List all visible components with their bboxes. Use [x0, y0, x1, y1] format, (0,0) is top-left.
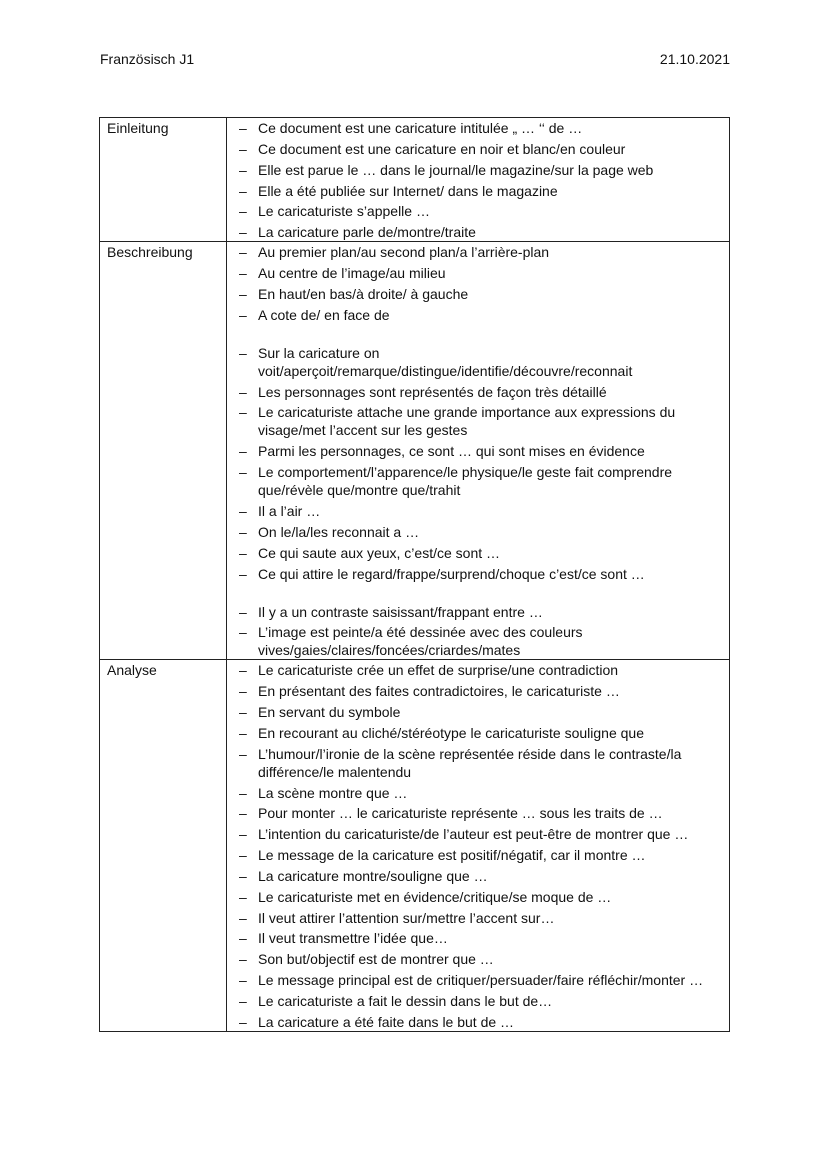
- list-item-text: Au centre de l’image/au milieu: [258, 265, 446, 282]
- section-label-beschreibung: Beschreibung: [100, 242, 227, 660]
- phrase-table: [99, 117, 730, 1032]
- list-item-text: La caricature montre/souligne que …: [258, 867, 488, 884]
- list-item: [227, 682, 729, 700]
- list-item: [227, 825, 729, 843]
- dash-bullet: –: [239, 993, 247, 1009]
- list-item-text: En recourant au cliché/stéréotype le caricaturiste souligne que: [258, 724, 644, 741]
- dash-bullet: –: [239, 344, 247, 361]
- list-item-text: Ce document est une caricature intitulée „ … ‘‘ de …: [258, 120, 583, 136]
- dash-bullet: –: [239, 544, 247, 561]
- list-item: [227, 264, 729, 282]
- dash-bullet: –: [239, 603, 247, 620]
- bullet-list-beschreibung: [227, 243, 729, 659]
- list-item: [227, 523, 729, 541]
- list-item: [227, 784, 729, 802]
- dash-bullet: –: [239, 565, 247, 582]
- list-item: [227, 544, 729, 562]
- list-item-text: L’humour/l’ironie de la scène représentée réside dans le contraste/la différence/le malentendu: [258, 745, 682, 780]
- dash-bullet: –: [239, 909, 247, 926]
- dash-bullet: –: [239, 745, 247, 762]
- section-content-beschreibung: [227, 242, 730, 660]
- list-item: [227, 223, 729, 241]
- dash-bullet: –: [239, 523, 247, 540]
- dash-bullet: –: [239, 930, 247, 947]
- list-item-text: Sur la caricature on voit/aperçoit/remarque/distingue/identifie/découvre/reconnait: [258, 344, 633, 379]
- list-item: [227, 703, 729, 721]
- dash-bullet: –: [239, 704, 247, 721]
- dash-bullet: –: [239, 867, 247, 884]
- section-content-analyse: [227, 660, 730, 1032]
- section-content-einleitung: [227, 118, 730, 242]
- list-item: [227, 502, 729, 520]
- bullet-list-analyse: [227, 661, 729, 1031]
- list-item-text: Le caricaturiste a fait le dessin dans le but de…: [258, 993, 553, 1009]
- dash-bullet: –: [239, 244, 247, 261]
- list-item: [227, 383, 729, 401]
- dash-bullet: –: [239, 502, 247, 519]
- list-item-text: Le caricaturiste s’appelle …: [258, 203, 430, 220]
- bullet-list-einleitung: [227, 119, 729, 241]
- dash-bullet: –: [239, 951, 247, 968]
- page-header: [100, 50, 730, 68]
- list-item: [227, 846, 729, 864]
- section-row-einleitung: [100, 118, 730, 242]
- section-label-einleitung: Einleitung: [100, 118, 227, 242]
- dash-bullet: –: [239, 888, 247, 905]
- list-item-text: Le message principal est de critiquer/persuader/faire réfléchir/monter …: [258, 972, 704, 989]
- list-item: [227, 463, 729, 499]
- list-item: [227, 661, 729, 679]
- list-item-text: A cote de/ en face de: [258, 306, 390, 323]
- list-item-text: La scène montre que …: [258, 784, 408, 801]
- dash-bullet: –: [239, 784, 247, 801]
- list-item: [227, 804, 729, 822]
- dash-bullet: –: [239, 224, 247, 241]
- dash-bullet: –: [239, 662, 247, 679]
- list-item-text: On le/la/les reconnait a …: [258, 523, 420, 540]
- list-item-text: En haut/en bas/à droite/ à gauche: [258, 285, 469, 302]
- list-item: [227, 992, 729, 1010]
- section-row-beschreibung: [100, 242, 730, 660]
- list-item-text: Parmi les personnages, ce sont … qui sont mises en évidence: [258, 443, 645, 460]
- list-item-text: En présentant des faites contradictoires, le caricaturiste …: [258, 683, 620, 700]
- list-item-text: L’intention du caricaturiste/de l’auteur est peut-être de montrer que …: [258, 826, 689, 843]
- list-item-text: Son but/objectif est de montrer que …: [258, 951, 494, 968]
- list-item-text: Il y a un contraste saisissant/frappant entre …: [258, 603, 543, 620]
- list-item-text: La caricature parle de/montre/traite: [258, 224, 476, 241]
- list-item-text: Ce qui attire le regard/frappe/surprend/choque c’est/ce sont …: [258, 565, 645, 582]
- list-item: [227, 202, 729, 220]
- header-date: 21.10.2021: [659, 51, 730, 67]
- dash-bullet: –: [239, 265, 247, 282]
- list-item: [227, 909, 729, 927]
- header-subject: Französisch J1: [100, 51, 195, 67]
- list-item: [227, 724, 729, 742]
- dash-bullet: –: [239, 161, 247, 178]
- dash-bullet: –: [239, 1013, 247, 1030]
- list-item: [227, 119, 729, 137]
- list-item: [227, 888, 729, 906]
- dash-bullet: –: [239, 306, 247, 323]
- list-item: [227, 623, 729, 659]
- list-item: [227, 344, 729, 380]
- list-item-text: Le caricaturiste crée un effet de surprise/une contradiction: [258, 662, 619, 679]
- dash-bullet: –: [239, 203, 247, 220]
- list-item-text: Le comportement/l’apparence/le physique/le geste fait comprendre que/révèle que/montre que/trahit: [258, 464, 673, 499]
- dash-bullet: –: [239, 383, 247, 400]
- list-item: [227, 603, 729, 621]
- list-item-text: Le message de la caricature est positif/négatif, car il montre …: [258, 847, 646, 864]
- list-item-text: En servant du symbole: [258, 704, 401, 721]
- list-item: [227, 161, 729, 179]
- dash-bullet: –: [239, 285, 247, 302]
- dash-bullet: –: [239, 826, 247, 843]
- dash-bullet: –: [239, 464, 247, 481]
- list-item-text: Il veut attirer l’attention sur/mettre l’accent sur…: [258, 909, 555, 926]
- list-item: [227, 403, 729, 439]
- list-item-text: La caricature a été faite dans le but de …: [258, 1013, 515, 1030]
- list-item: [227, 971, 729, 989]
- list-item-text: Pour monter … le caricaturiste représente … sous les traits de …: [258, 805, 663, 822]
- dash-bullet: –: [239, 404, 247, 421]
- list-item: [227, 929, 729, 947]
- list-item: [227, 745, 729, 781]
- list-item: [227, 565, 729, 583]
- list-item-text: Le caricaturiste met en évidence/critique/se moque de …: [258, 888, 612, 905]
- dash-bullet: –: [239, 972, 247, 989]
- list-item-text: Au premier plan/au second plan/a l’arrière-plan: [258, 244, 550, 261]
- dash-bullet: –: [239, 847, 247, 864]
- list-item: [227, 1013, 729, 1031]
- list-item: [227, 140, 729, 158]
- list-item-text: Il veut transmettre l’idée que…: [258, 930, 448, 947]
- section-label-analyse: Analyse: [100, 660, 227, 1032]
- list-item-text: L’image est peinte/a été dessinée avec des couleurs vives/gaies/claires/foncées/criardes/mates: [258, 624, 583, 659]
- list-item: [227, 867, 729, 885]
- list-item: [227, 306, 729, 324]
- list-item-text: Elle est parue le … dans le journal/le magazine/sur la page web: [258, 161, 654, 178]
- section-row-analyse: [100, 660, 730, 1032]
- dash-bullet: –: [239, 182, 247, 199]
- dash-bullet: –: [239, 805, 247, 822]
- dash-bullet: –: [239, 624, 247, 641]
- list-item-text: Ce document est une caricature en noir et blanc/en couleur: [258, 140, 626, 157]
- list-item: [227, 950, 729, 968]
- list-item: [227, 442, 729, 460]
- dash-bullet: –: [239, 443, 247, 460]
- dash-bullet: –: [239, 724, 247, 741]
- dash-bullet: –: [239, 683, 247, 700]
- list-item: [227, 182, 729, 200]
- dash-bullet: –: [239, 140, 247, 157]
- list-item-text: Il a l’air …: [258, 502, 321, 519]
- dash-bullet: –: [239, 120, 247, 136]
- list-item-text: Le caricaturiste attache une grande importance aux expressions du visage/met l’accent sur les gestes: [258, 404, 676, 439]
- list-item: [227, 243, 729, 261]
- list-item-text: Les personnages sont représentés de façon très détaillé: [258, 383, 607, 400]
- list-item-text: Elle a été publiée sur Internet/ dans le magazine: [258, 182, 558, 199]
- list-item: [227, 285, 729, 303]
- list-item-text: Ce qui saute aux yeux, c’est/ce sont …: [258, 544, 501, 561]
